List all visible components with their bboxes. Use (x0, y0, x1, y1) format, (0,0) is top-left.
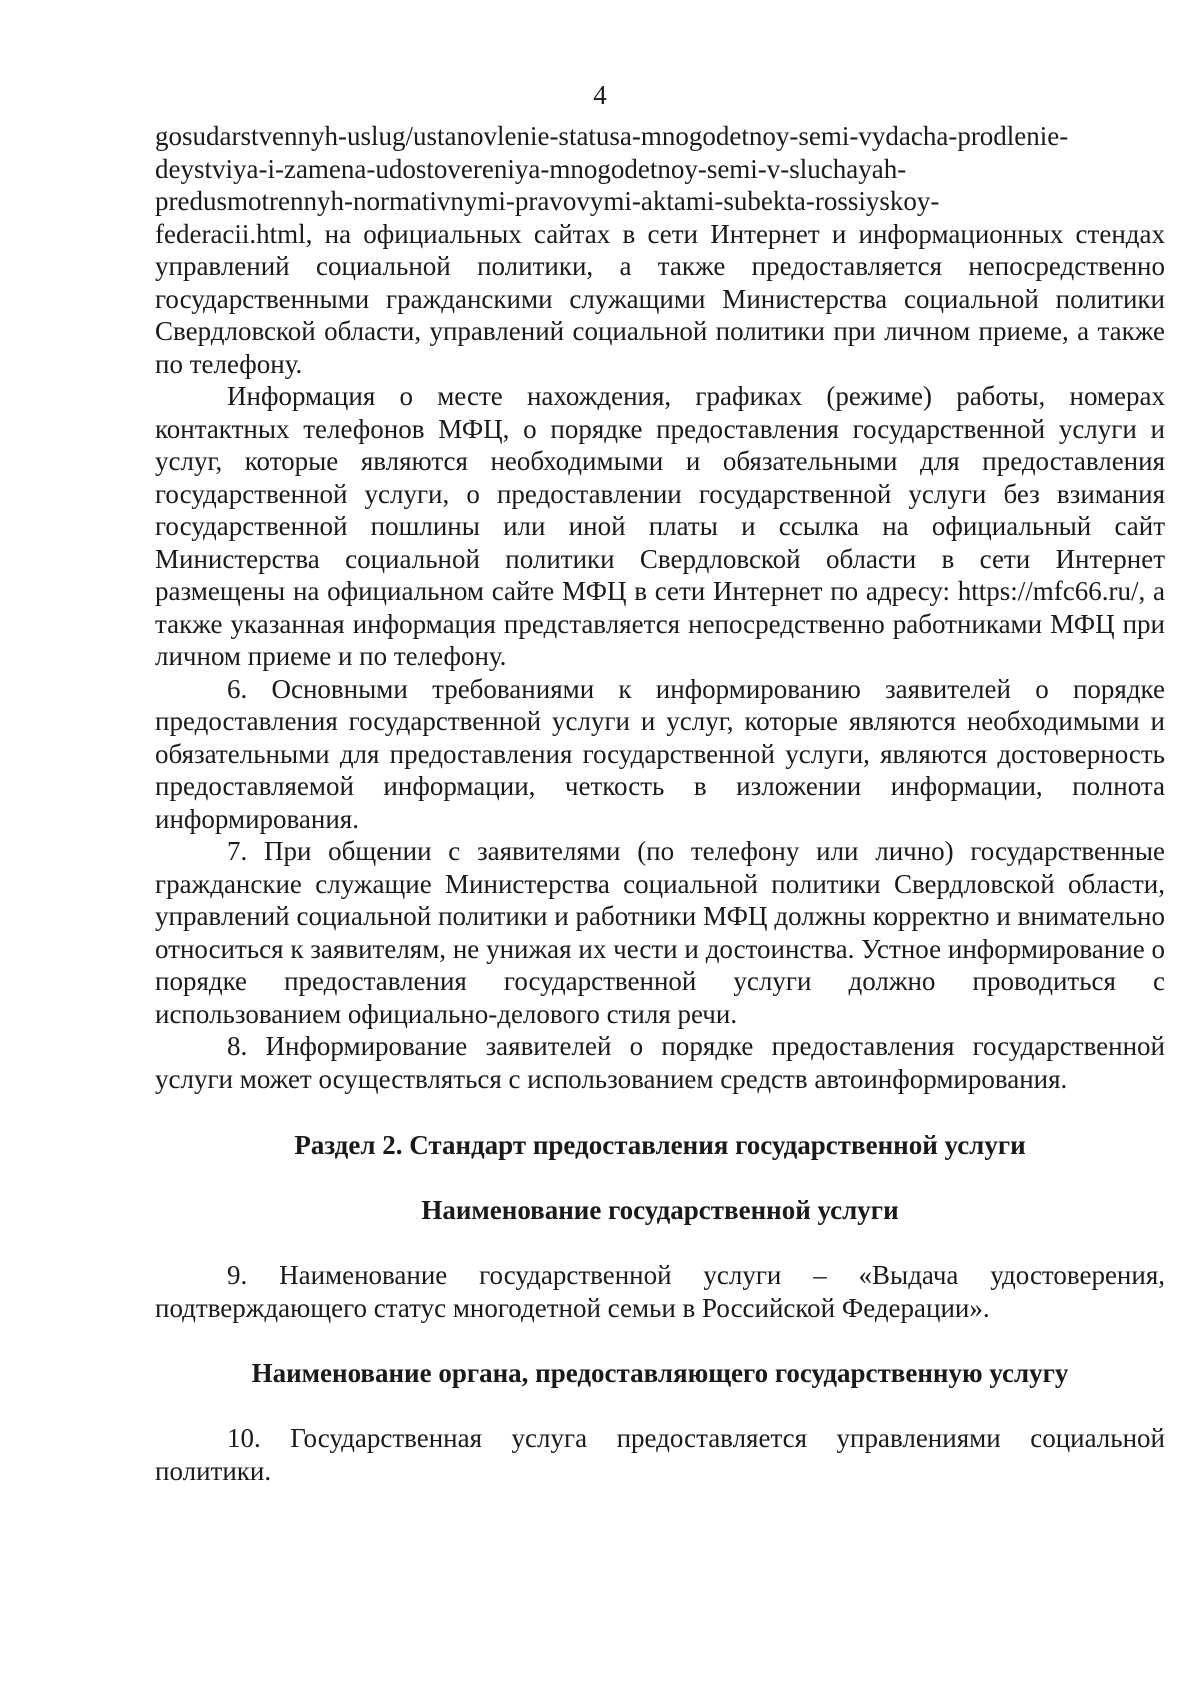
paragraph-8: 8. Информирование заявителей о порядке предоставления государственной услуги может осуществляться с использованием средств автоинформирования. (155, 1031, 1165, 1094)
url-line: gosudarstvennyh-uslug/ustanovlenie-statusa-mnogodetnoy-semi-vydacha-prodlenie- (155, 121, 1069, 151)
url-line: predusmotrennyh-normativnymi-pravovymi-aktami-subekta-rossiyskoy- (155, 186, 940, 216)
section-2-title: Раздел 2. Стандарт предоставления государственной услуги (294, 1130, 1026, 1160)
paragraph-6: 6. Основными требованиями к информированию заявителей о порядке предоставления государственной услуги и услуг, которые являются необходимыми и обязательными для предоставления государственной услуги, являются достоверность предоставляемой информации, четкость в изложении информации, полнота информирования. (155, 673, 1165, 834)
spacer (155, 1226, 1165, 1259)
heading-service-name: Наименование государственной услуги (421, 1195, 899, 1225)
url-line: deystviya-i-zamena-udostovereniya-mnogodetnoy-semi-v-sluchayah- (155, 153, 907, 184)
heading-authority: Наименование органа, предоставляющего государственную услугу (251, 1358, 1069, 1388)
spacer (155, 1161, 1165, 1194)
page-number: 4 (593, 80, 607, 110)
paragraph-mfc-info: Информация о месте нахождения, графиках (режиме) работы, номерах контактных телефонов МФЦ, о порядке предоставления государственной услуги и услуг, которые являются необходимыми и обязательными для предоставления государственной услуги, о предоставлении государственной услуги без взимания государственной пошлины или иной платы и ссылка на официальный сайт Министерства социальной политики Свердловской области в сети Интернет размещены на официальном сайте МФЦ в сети Интернет по адресу: https://mfc66.ru/, а также указанная информация представляется непосредственно работниками МФЦ при личном приеме и по телефону. (155, 381, 1165, 671)
spacer (155, 1095, 1165, 1129)
paragraph-intro: federacii.html, на официальных сайтах в сети Интернет и информационных стендах управлений социальной политики, а также предоставляется непосредственно государственными гражданскими служащими Министерства социальной политики Свердловской области, управлений социальной политики при личном приеме, а также по телефону. (155, 218, 1165, 379)
paragraph-7: 7. При общении с заявителями (по телефону или лично) государственные гражданские служащие Министерства социальной политики Свердловской области, управлений социальной политики и работники МФЦ должны корректно и внимательно относиться к заявителям, не унижая их чести и достоинства. Устное информирование о порядке предоставления государственной услуги должно проводиться с использованием официально-делового стиля речи. (155, 836, 1165, 1029)
paragraph-9: 9. Наименование государственной услуги – «Выдача удостоверения, подтверждающего статус многодетной семьи в Российской Федерации». (155, 1260, 1165, 1323)
document-body (155, 120, 1165, 1487)
spacer (155, 1389, 1165, 1422)
spacer (155, 1324, 1165, 1357)
paragraph-10: 10. Государственная услуга предоставляется управлениями социальной политики. (155, 1423, 1165, 1486)
